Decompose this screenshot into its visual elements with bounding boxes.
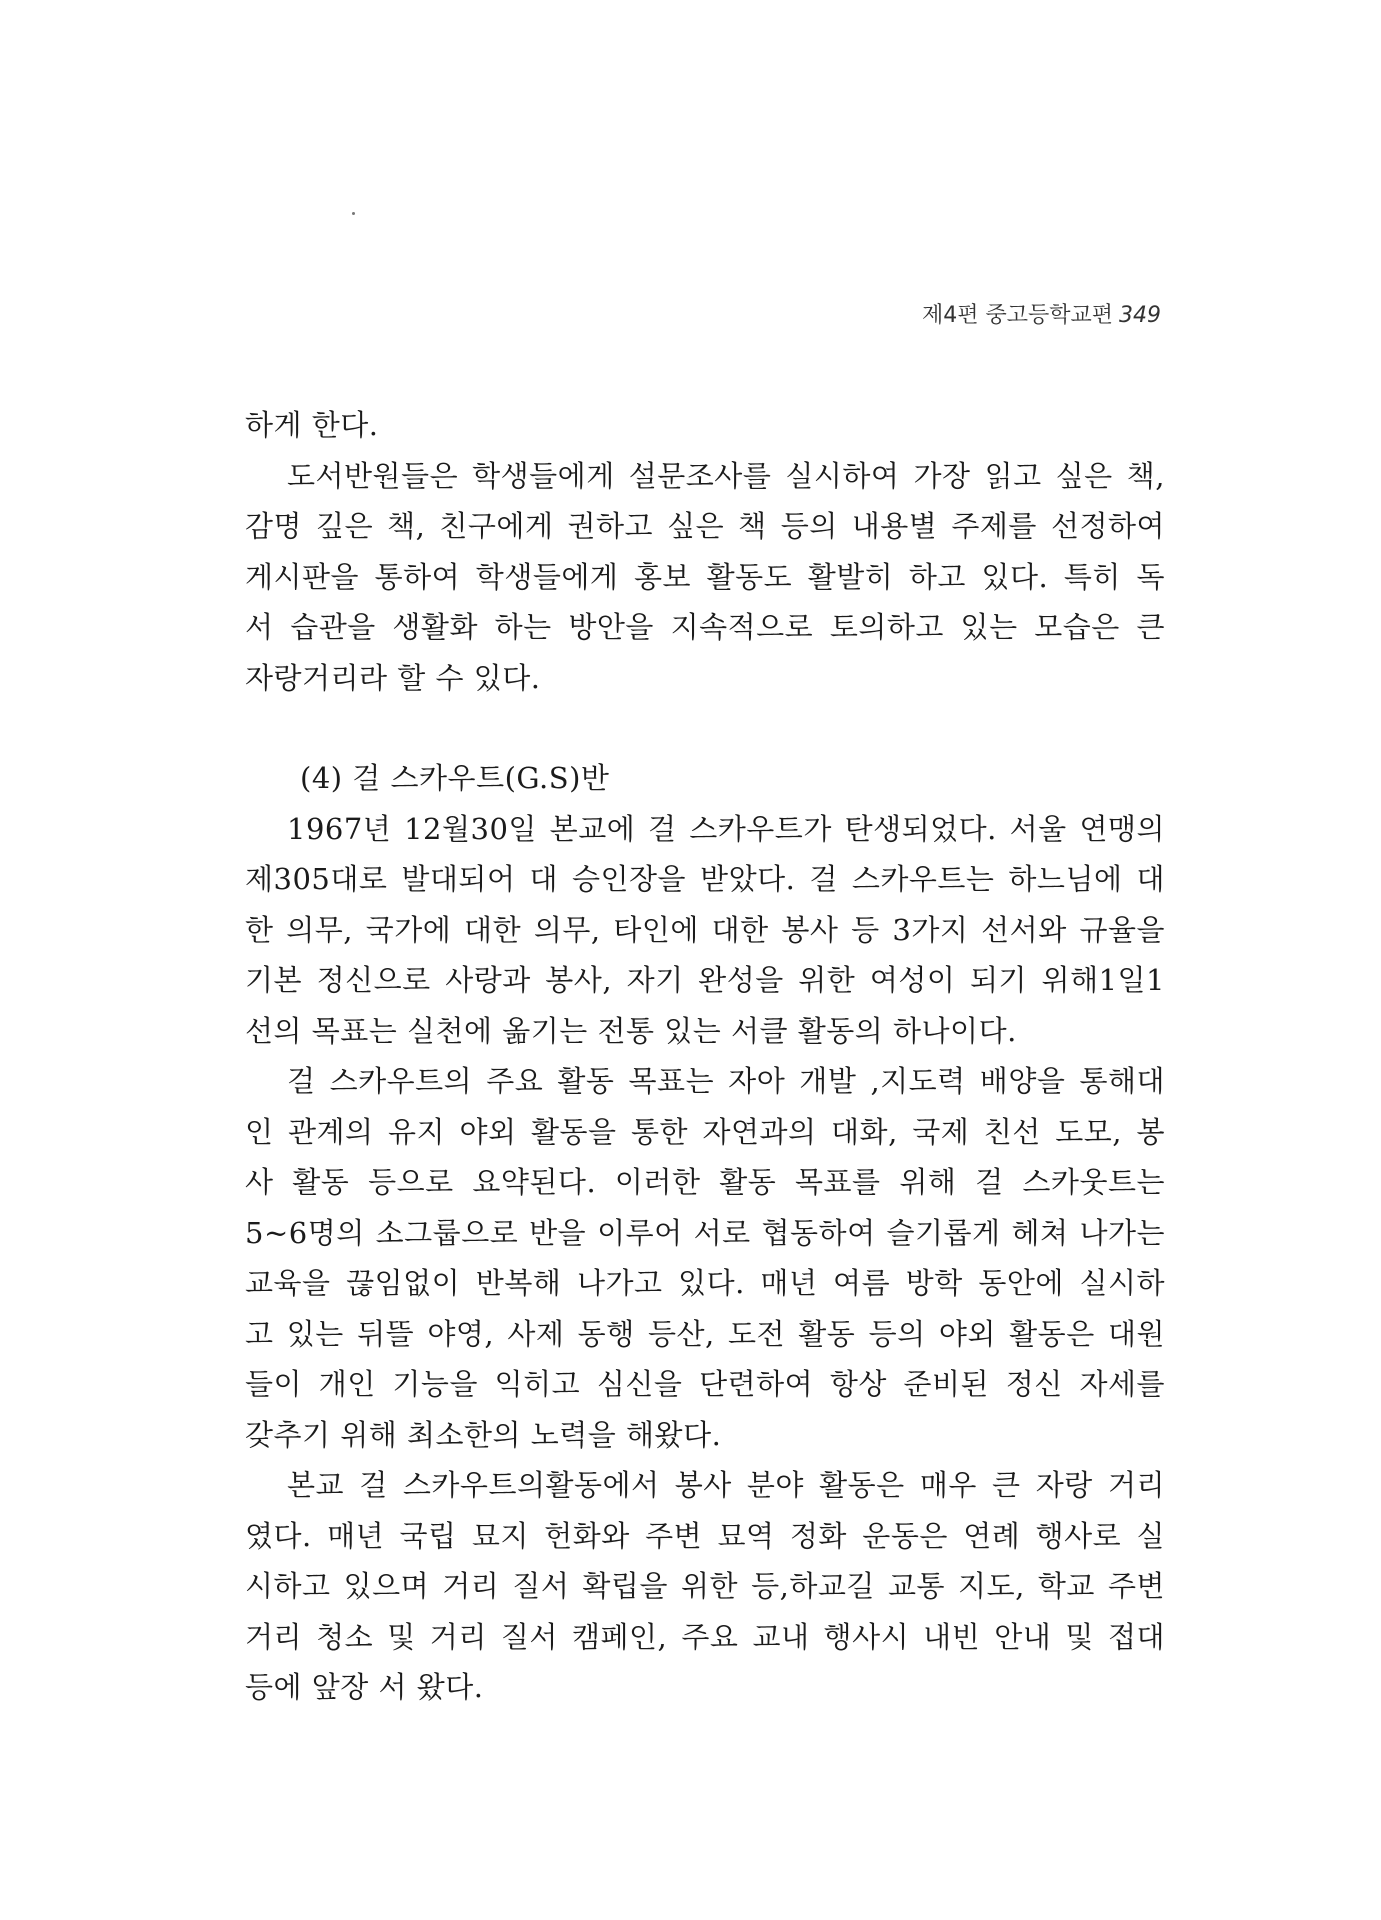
section-title: 제4편 중고등학교편: [921, 303, 1113, 328]
text-line: 도서반원들은 학생들에게 설문조사를 실시하여 가장 읽고 싶은 책,: [287, 458, 1165, 493]
text-line: 게시판을 통하여 학생들에게 홍보 활동도 활발히 하고 있다. 특히 독: [245, 559, 1165, 594]
text-line: 갖추기 위해 최소한의 노력을 해왔다.: [245, 1417, 722, 1452]
text-line: 사 활동 등으로 요약된다. 이러한 활동 목표를 위해 걸 스카웃트는: [245, 1165, 1165, 1199]
text-line: 기본 정신으로 사랑과 봉사, 자기 완성을 위한 여성이 되기 위해1일1: [245, 963, 1165, 997]
paragraph-girl-scout-service: [245, 1460, 1165, 1713]
text-line: 제305대로 발대되어 대 승인장을 받았다. 걸 스카우트는 하느님에 대: [245, 862, 1165, 896]
scan-speck: [352, 212, 355, 215]
text-line: 서 습관을 생활화 하는 방안을 지속적으로 토의하고 있는 모습은 큰: [245, 610, 1165, 644]
text-line: 거리 청소 및 거리 질서 캠페인, 주요 교내 행사시 내빈 안내 및 접대: [245, 1619, 1165, 1654]
text-line: 시하고 있으며 거리 질서 확립을 위한 등,하교길 교통 지도, 학교 주변: [245, 1569, 1165, 1603]
text-line: 5~6명의 소그룹으로 반을 이루어 서로 협동하여 슬기롭게 헤쳐 나가는: [245, 1215, 1165, 1250]
paragraph-girl-scout-goals: [245, 1056, 1165, 1460]
text-line: 1967년 12월30일 본교에 걸 스카우트가 탄생되었다. 서울 연맹의: [287, 811, 1165, 846]
paragraph-girl-scout-founding: [245, 804, 1165, 1057]
text-line: 교육을 끊임없이 반복해 나가고 있다. 매년 여름 방학 동안에 실시하: [245, 1266, 1165, 1300]
text-line: 들이 개인 기능을 익히고 심신을 단련하여 항상 준비된 정신 자세를: [245, 1367, 1165, 1401]
text-line: 감명 깊은 책, 친구에게 권하고 싶은 책 등의 내용별 주제를 선정하여: [245, 509, 1165, 543]
text-line: 걸 스카우트의 주요 활동 목표는 자아 개발 ,지도력 배양을 통해대: [287, 1064, 1165, 1098]
text-line: 등에 앞장 서 왔다.: [245, 1670, 484, 1704]
running-header: [922, 298, 1161, 329]
text-line: 였다. 매년 국립 묘지 헌화와 주변 묘역 정화 운동은 연례 행사로 실: [245, 1518, 1165, 1553]
paragraph-library-club: [245, 451, 1165, 704]
page-number: 349: [1119, 303, 1161, 328]
section-heading: (4) 걸 스카우트(G.S)반: [300, 761, 610, 795]
text-line: 하게 한다.: [245, 408, 379, 442]
text-line: 자랑거리라 할 수 있다.: [245, 660, 541, 695]
text-line: 고 있는 뒤뜰 야영, 사제 동행 등산, 도전 활동 등의 야외 활동은 대원: [245, 1316, 1165, 1351]
text-line: 선의 목표는 실천에 옮기는 전통 있는 서클 활동의 하나이다.: [245, 1013, 1017, 1048]
text-line: 본교 걸 스카우트의활동에서 봉사 분야 활동은 매우 큰 자랑 거리: [287, 1468, 1165, 1502]
text-line: 인 관계의 유지 야외 활동을 통한 자연과의 대화, 국제 친선 도모, 봉: [245, 1114, 1165, 1149]
body-text: [245, 400, 1165, 1713]
text-line: 한 의무, 국가에 대한 의무, 타인에 대한 봉사 등 3가지 선서와 규율을: [245, 912, 1165, 947]
spacer: [245, 703, 1165, 753]
